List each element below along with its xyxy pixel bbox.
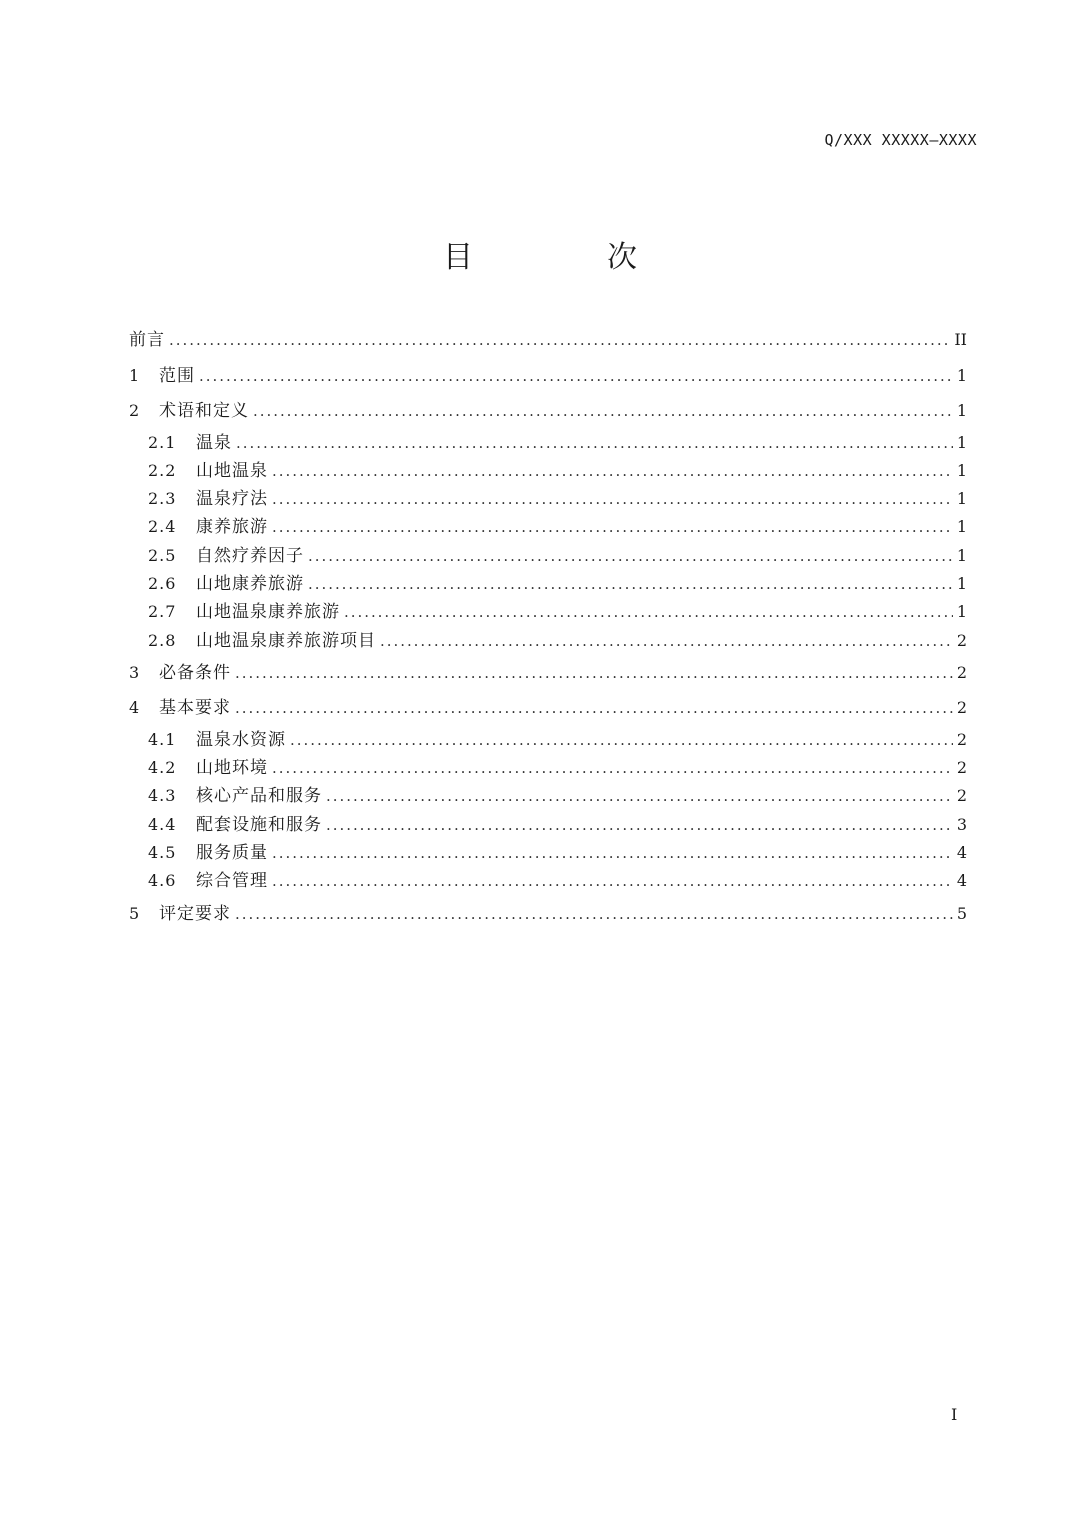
toc-entry[interactable]: [129, 513, 967, 541]
toc-entry-label: 必备条件: [159, 662, 231, 683]
toc-entry-page: 1: [956, 432, 967, 452]
toc-entry-label: 范围: [159, 365, 195, 386]
toc-entry-number: 2.2: [148, 460, 177, 480]
toc-entry-label: 康养旅游: [196, 517, 268, 538]
toc-entry-number: 4: [129, 698, 140, 718]
toc-entry-label: 基本要求: [159, 698, 231, 719]
toc-entry-label: 前言: [129, 330, 165, 350]
toc-entry[interactable]: [129, 358, 967, 394]
toc-entry-number: 2.4: [148, 517, 177, 537]
toc-dot-leader: [236, 429, 953, 457]
toc-entry-number: 2.7: [148, 602, 177, 622]
toc-entry-page: II: [954, 330, 967, 349]
toc-entry[interactable]: [129, 457, 967, 485]
toc-dot-leader: [199, 359, 953, 395]
toc-entry-label: 温泉: [196, 432, 232, 453]
toc-entry-number: 4.6: [148, 871, 177, 891]
toc-entry-page: 5: [956, 903, 967, 923]
toc-dot-leader: [308, 570, 953, 598]
toc-entry-number: 2.6: [148, 573, 177, 593]
toc-entry-label: 综合管理: [196, 871, 268, 892]
toc-entry-number: 5: [129, 903, 140, 923]
toc-entry-label: 核心产品和服务: [196, 786, 322, 807]
toc-entry[interactable]: [129, 867, 967, 895]
toc-dot-leader: [272, 754, 953, 782]
toc-entry-page: 1: [956, 460, 967, 480]
toc-dot-leader: [272, 457, 953, 485]
toc-entry-number: 4.1: [148, 729, 177, 749]
toc-entry-page: 1: [956, 545, 967, 565]
toc-entry[interactable]: [129, 429, 967, 457]
toc-entry[interactable]: [129, 627, 967, 655]
toc-entry[interactable]: [129, 839, 967, 867]
toc-entry[interactable]: [129, 322, 967, 358]
toc-dot-leader: [380, 627, 953, 655]
toc-entry-label: 山地环境: [196, 758, 268, 779]
toc-dot-leader: [169, 323, 950, 359]
toc-entry-page: 1: [956, 365, 967, 385]
toc-entry-page: 1: [956, 517, 967, 537]
page-number: I: [951, 1405, 958, 1424]
toc-entry-page: 2: [956, 662, 967, 682]
toc-entry-page: 2: [956, 698, 967, 718]
toc-dot-leader: [272, 867, 953, 895]
toc-dot-leader: [235, 897, 953, 933]
toc-entry-label: 山地温泉康养旅游: [196, 602, 340, 623]
toc-entry-number: 4.4: [148, 814, 177, 834]
toc-entry[interactable]: [129, 393, 967, 429]
toc-entry-page: 3: [956, 814, 967, 834]
toc-entry-label: 山地康养旅游: [196, 573, 304, 594]
toc-entry-number: 3: [129, 662, 140, 682]
toc-entry-page: 1: [956, 401, 967, 420]
toc-entry-number: 2: [129, 401, 140, 420]
toc-dot-leader: [235, 656, 953, 692]
toc-entry[interactable]: [129, 542, 967, 570]
toc-entry-label: 服务质量: [196, 843, 268, 864]
toc-dot-leader: [290, 726, 953, 754]
toc-dot-leader: [308, 542, 953, 570]
toc-dot-leader: [326, 811, 953, 839]
toc-entry-page: 2: [956, 758, 967, 778]
toc-entry-number: 2.8: [148, 630, 177, 650]
toc-entry-label: 术语和定义: [159, 401, 249, 421]
toc-entry-label: 山地温泉康养旅游项目: [196, 630, 376, 651]
toc-entry[interactable]: [129, 782, 967, 810]
toc-entry-label: 温泉水资源: [196, 729, 286, 750]
toc-entry-number: 2.3: [148, 489, 177, 509]
toc-dot-leader: [272, 839, 953, 867]
toc-entry-number: 2.5: [148, 545, 177, 565]
toc-entry[interactable]: [129, 570, 967, 598]
page-title: 目 次: [443, 240, 689, 275]
toc-dot-leader: [272, 485, 953, 513]
toc-entry-page: 1: [956, 489, 967, 509]
document-code: Q/XXX XXXXX—XXXX: [824, 131, 977, 149]
toc-entry-label: 温泉疗法: [196, 489, 268, 510]
toc-entry[interactable]: [129, 726, 967, 754]
toc-entry-label: 山地温泉: [196, 460, 268, 481]
toc-entry-page: 1: [956, 573, 967, 593]
toc-entry-number: 4.3: [148, 786, 177, 806]
toc-entry-page: 4: [956, 843, 967, 863]
toc-entry-label: 自然疗养因子: [196, 545, 304, 566]
toc-entry-page: 4: [956, 871, 967, 891]
toc-entry[interactable]: [129, 690, 967, 726]
toc-dot-leader: [253, 394, 953, 430]
toc-entry-number: 2.1: [148, 432, 177, 452]
toc-entry[interactable]: [129, 655, 967, 691]
toc-dot-leader: [235, 691, 953, 727]
toc-entry-page: 1: [956, 602, 967, 622]
toc-entry-page: 2: [956, 786, 967, 806]
toc-entry-label: 配套设施和服务: [196, 814, 322, 835]
toc-entry-number: 4.2: [148, 758, 177, 778]
toc-dot-leader: [272, 513, 953, 541]
toc-entry[interactable]: [129, 811, 967, 839]
toc-entry[interactable]: [129, 598, 967, 626]
toc-entry-number: 4.5: [148, 843, 177, 863]
toc-entry-label: 评定要求: [159, 903, 231, 924]
table-of-contents: [129, 322, 967, 931]
toc-entry[interactable]: [129, 896, 967, 932]
toc-entry[interactable]: [129, 485, 967, 513]
toc-entry-page: 2: [956, 630, 967, 650]
toc-entry-page: 2: [956, 729, 967, 749]
toc-dot-leader: [326, 782, 953, 810]
toc-entry[interactable]: [129, 754, 967, 782]
toc-entry-number: 1: [129, 365, 140, 385]
toc-dot-leader: [344, 598, 953, 626]
